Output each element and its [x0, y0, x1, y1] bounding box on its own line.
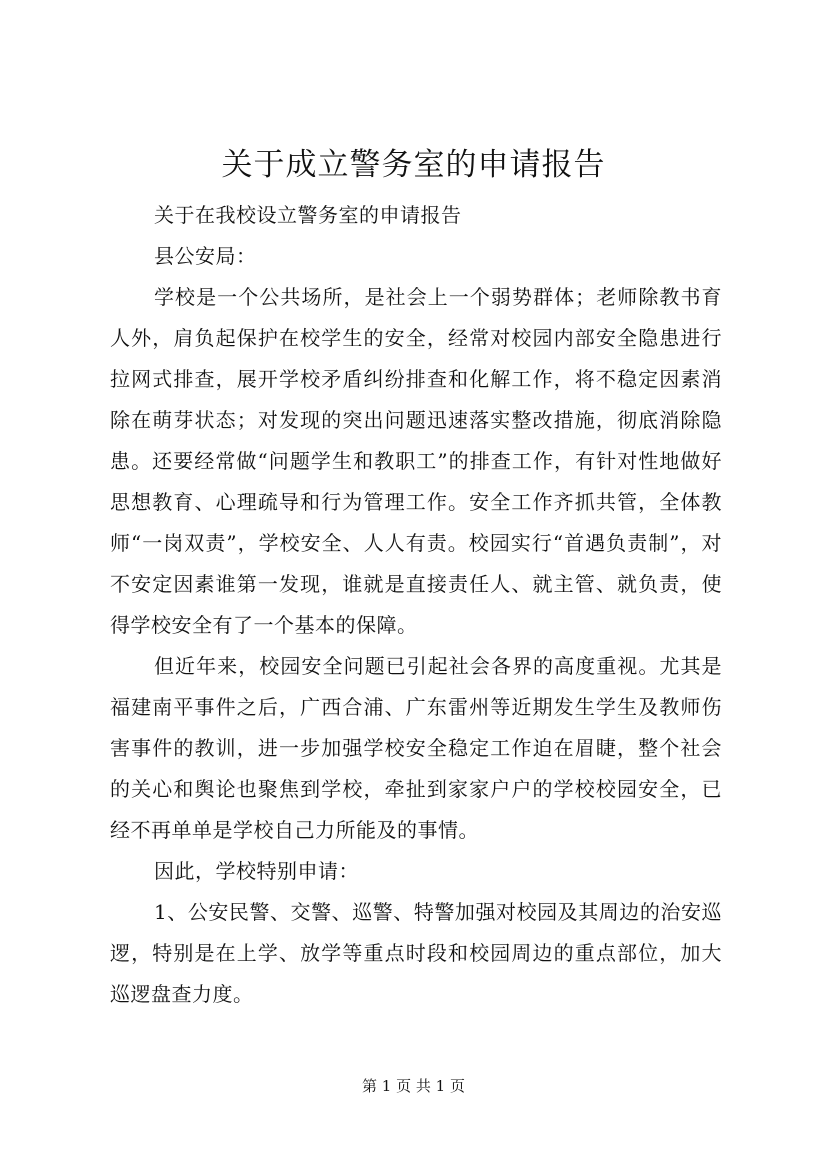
paragraph-1: 学校是一个公共场所，是社会上一个弱势群体；老师除教书育人外，肩负起保护在校学生的安全，经常对校园内部安全隐患进行拉网式排查，展开学校矛盾纠纷排查和化解工作，将不稳定因素消除在萌芽状态；对发现的突出问题迅速落实整改措施，彻底消除隐患。还要经常做“问题学生和教职工”的排查工作，有针对性地做好思想教育、心理疏导和行为管理工作。安全工作齐抓共管，全体教师“一岗双责”，学校安全、人人有责。校园实行“首遇负责制”，对不安定因素谁第一发现，谁就是直接责任人、就主管、就负责，使得学校安全有了一个基本的保障。 — [110, 285, 722, 637]
paragraph-3: 因此，学校特别申请： — [154, 859, 359, 883]
document-title: 关于成立警务室的申请报告 — [221, 147, 606, 183]
paragraph-4: 1、公安民警、交警、巡警、特警加强对校园及其周边的治安巡逻，特别是在上学、放学等重点时段和校园周边的重点部位，加大巡逻盘查力度。 — [110, 900, 722, 1006]
paragraph-2: 但近年来，校园安全问题已引起社会各界的高度重视。尤其是福建南平事件之后，广西合浦、广东雷州等近期发生学生及教师伤害事件的教训，进一步加强学校安全稳定工作迫在眉睫，整个社会的关心和舆论也聚焦到学校，牵扯到家家户户的学校校园安全，已经不再单单是学校自己力所能及的事情。 — [110, 654, 722, 842]
document-subtitle: 关于在我校设立警务室的申请报告 — [154, 203, 462, 227]
page-footer: 第 1 页 共 1 页 — [362, 1077, 465, 1095]
addressee: 县公安局： — [154, 244, 257, 268]
document-body — [110, 195, 722, 1015]
